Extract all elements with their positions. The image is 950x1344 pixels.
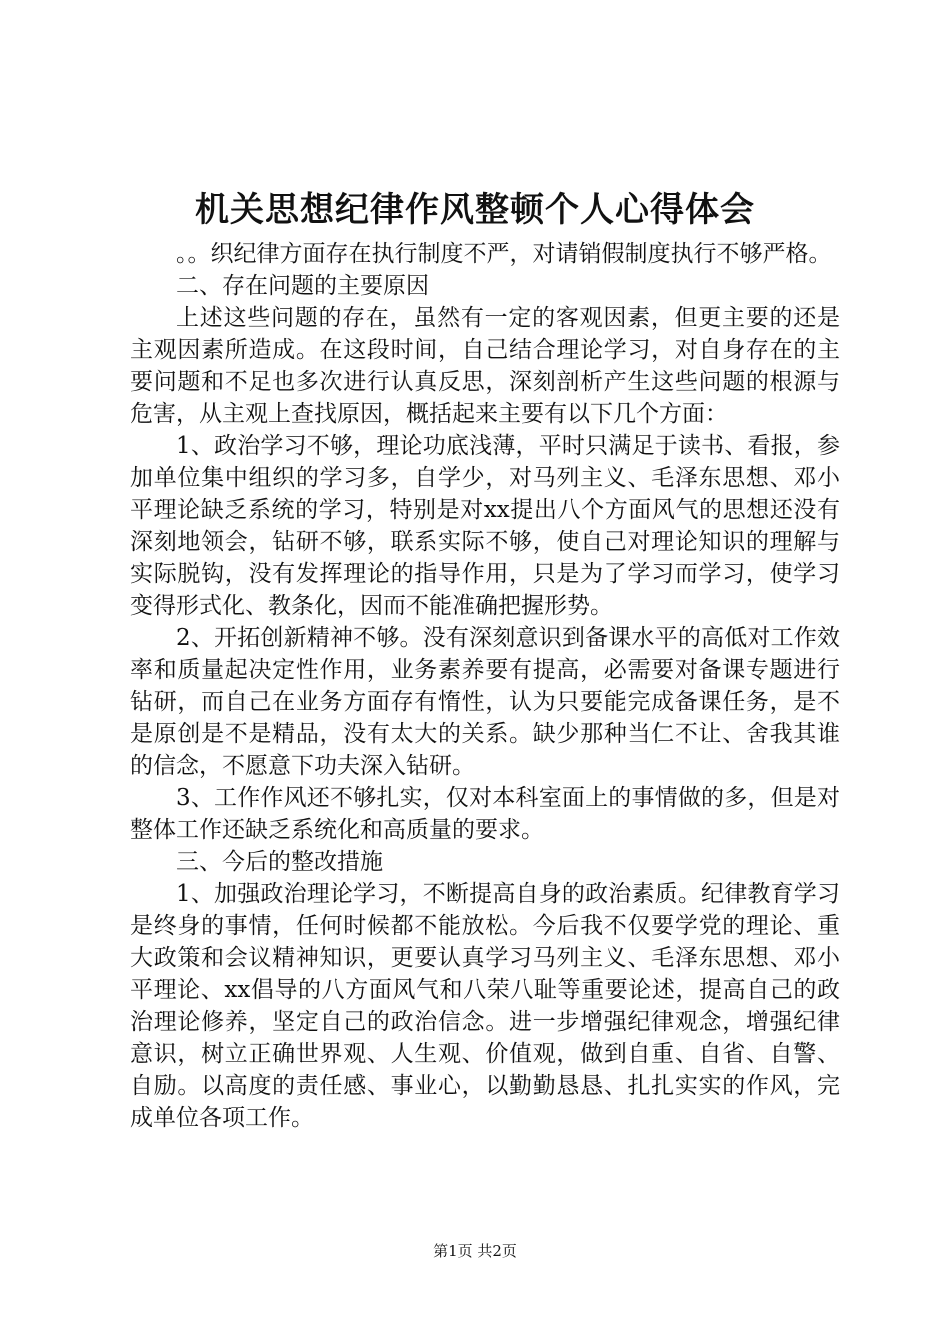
paragraph-causes-summary: 上述这些问题的存在，虽然有一定的客观因素，但更主要的还是主观因素所造成。在这段时间，自己结合理论学习，对自身存在的主要问题和不足也多次进行认真反思，深刻剖析产生这些问题的根源与危害，从主观上查找原因，概括起来主要有以下几个方面：: [130, 305, 840, 427]
paragraph-intro: 。。织纪律方面存在执行制度不严，对请销假制度执行不够严格。: [176, 241, 832, 267]
paragraph-cause-1: 1、政治学习不够，理论功底浅薄，平时只满足于读书、看报，参加单位集中组织的学习多，自学少，对马列主义、毛泽东思想、邓小平理论缺乏系统的学习，特别是对xx提出八个方面风气的思想还没有深刻地领会，钻研不够，联系实际不够，使自己对理论知识的理解与实际脱钩，没有发挥理论的指导作用，只是为了学习而学习，使学习变得形式化、教条化，因而不能准确把握形势。: [130, 433, 840, 619]
section-heading-measures: 三、今后的整改措施: [176, 849, 383, 875]
document-title: 机关思想纪律作风整顿个人心得体会: [195, 190, 755, 230]
paragraph-measure-1: 1、加强政治理论学习，不断提高自身的政治素质。纪律教育学习是终身的事情，任何时候都不能放松。今后我不仅要学党的理论、重大政策和会议精神知识，更要认真学习马列主义、毛泽东思想、邓小平理论、xx倡导的八方面风气和八荣八耻等重要论述，提高自己的政治理论修养，坚定自己的政治信念。进一步增强纪律观念，增强纪律意识，树立正确世界观、人生观、价值观，做到自重、自省、自警、自励。以高度的责任感、事业心，以勤勤恳恳、扎扎实实的作风，完成单位各项工作。: [130, 881, 840, 1131]
section-heading-causes: 二、存在问题的主要原因: [176, 273, 429, 299]
page-number-footer: 第1页 共2页: [433, 1242, 517, 1260]
document-body: [130, 238, 840, 1134]
paragraph-cause-3: 3、工作作风还不够扎实，仅对本科室面上的事情做的多，但是对整体工作还缺乏系统化和高质量的要求。: [130, 785, 840, 843]
paragraph-cause-2: 2、开拓创新精神不够。没有深刻意识到备课水平的高低对工作效率和质量起决定性作用，业务素养要有提高，必需要对备课专题进行钻研，而自己在业务方面存有惰性，认为只要能完成备课任务，是不是原创是不是精品，没有太大的关系。缺少那种当仁不让、舍我其谁的信念，不愿意下功夫深入钻研。: [130, 625, 840, 779]
